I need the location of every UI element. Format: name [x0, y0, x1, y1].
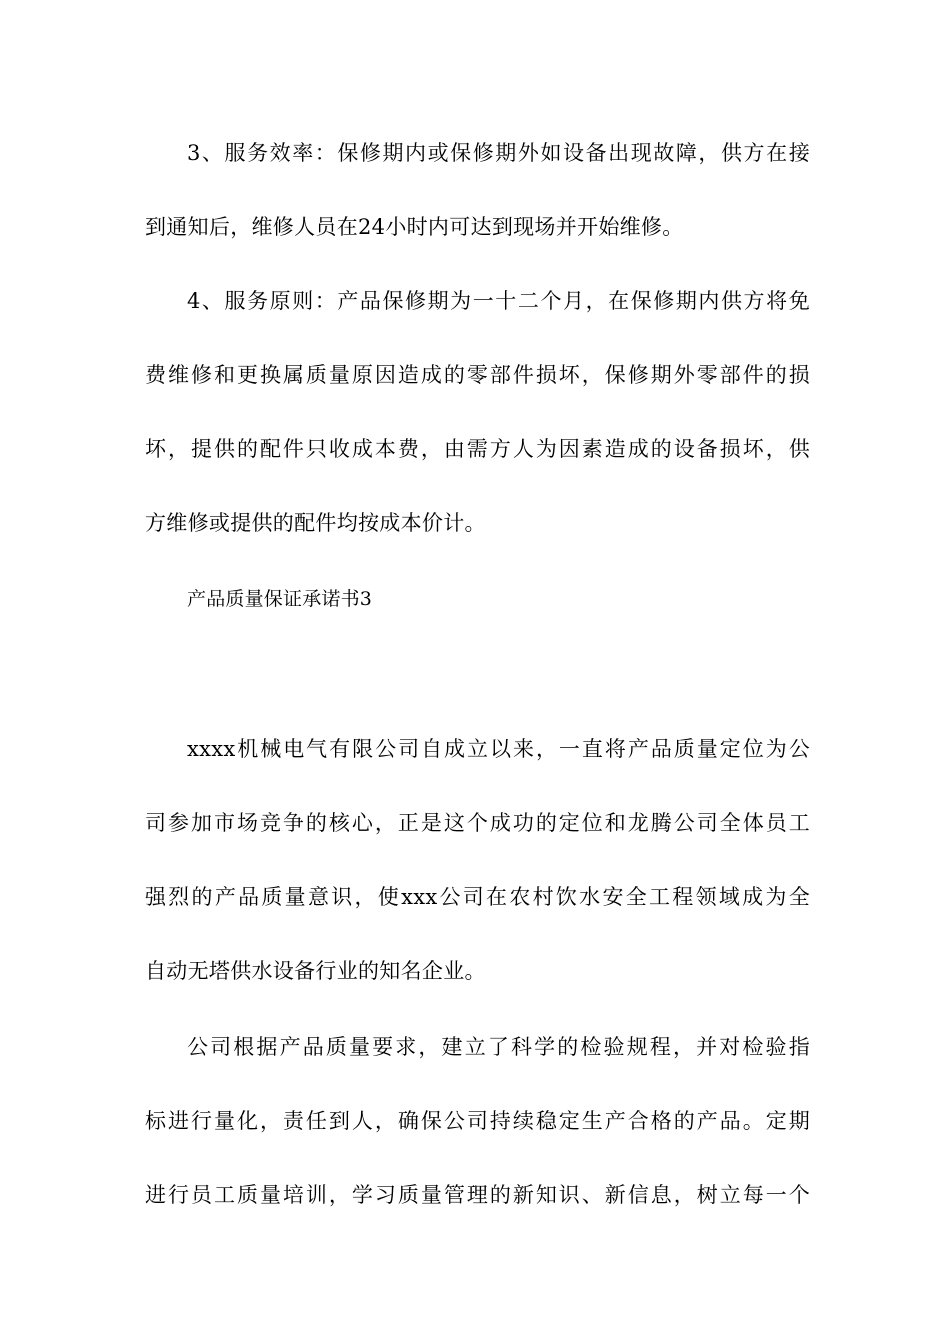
paragraph-line: 公司根据产品质量要求，建立了科学的检验规程，并对检验指 [187, 1035, 810, 1059]
paragraph-line: 自动无塔供水设备行业的知名企业。 [145, 959, 486, 983]
paragraph-line: 进行员工质量培训，学习质量管理的新知识、新信息，树立每一个 [145, 1183, 810, 1207]
paragraph-line: 4、服务原则：产品保修期为一十二个月，在保修期内供方将免 [187, 289, 810, 313]
paragraph-line: 标进行量化，责任到人，确保公司持续稳定生产合格的产品。定期 [145, 1109, 810, 1133]
paragraph-line: 强烈的产品质量意识，使xxx公司在农村饮水安全工程领域成为全 [145, 885, 810, 909]
paragraph-line: 坏，提供的配件只收成本费，由需方人为因素造成的设备损坏，供 [145, 437, 810, 461]
paragraph-line: 方维修或提供的配件均按成本价计。 [145, 511, 486, 535]
paragraph-line: 费维修和更换属质量原因造成的零部件损坏，保修期外零部件的损 [145, 363, 810, 387]
paragraph-line: 司参加市场竞争的核心，正是这个成功的定位和龙腾公司全体员工 [145, 811, 810, 835]
paragraph-line: xxxx机械电气有限公司自成立以来，一直将产品质量定位为公 [187, 737, 810, 761]
section-heading: 产品质量保证承诺书3 [187, 588, 373, 610]
paragraph-line: 3、服务效率：保修期内或保修期外如设备出现故障，供方在接 [187, 141, 810, 165]
paragraph-line: 到通知后，维修人员在24小时内可达到现场并开始维修。 [145, 215, 684, 239]
